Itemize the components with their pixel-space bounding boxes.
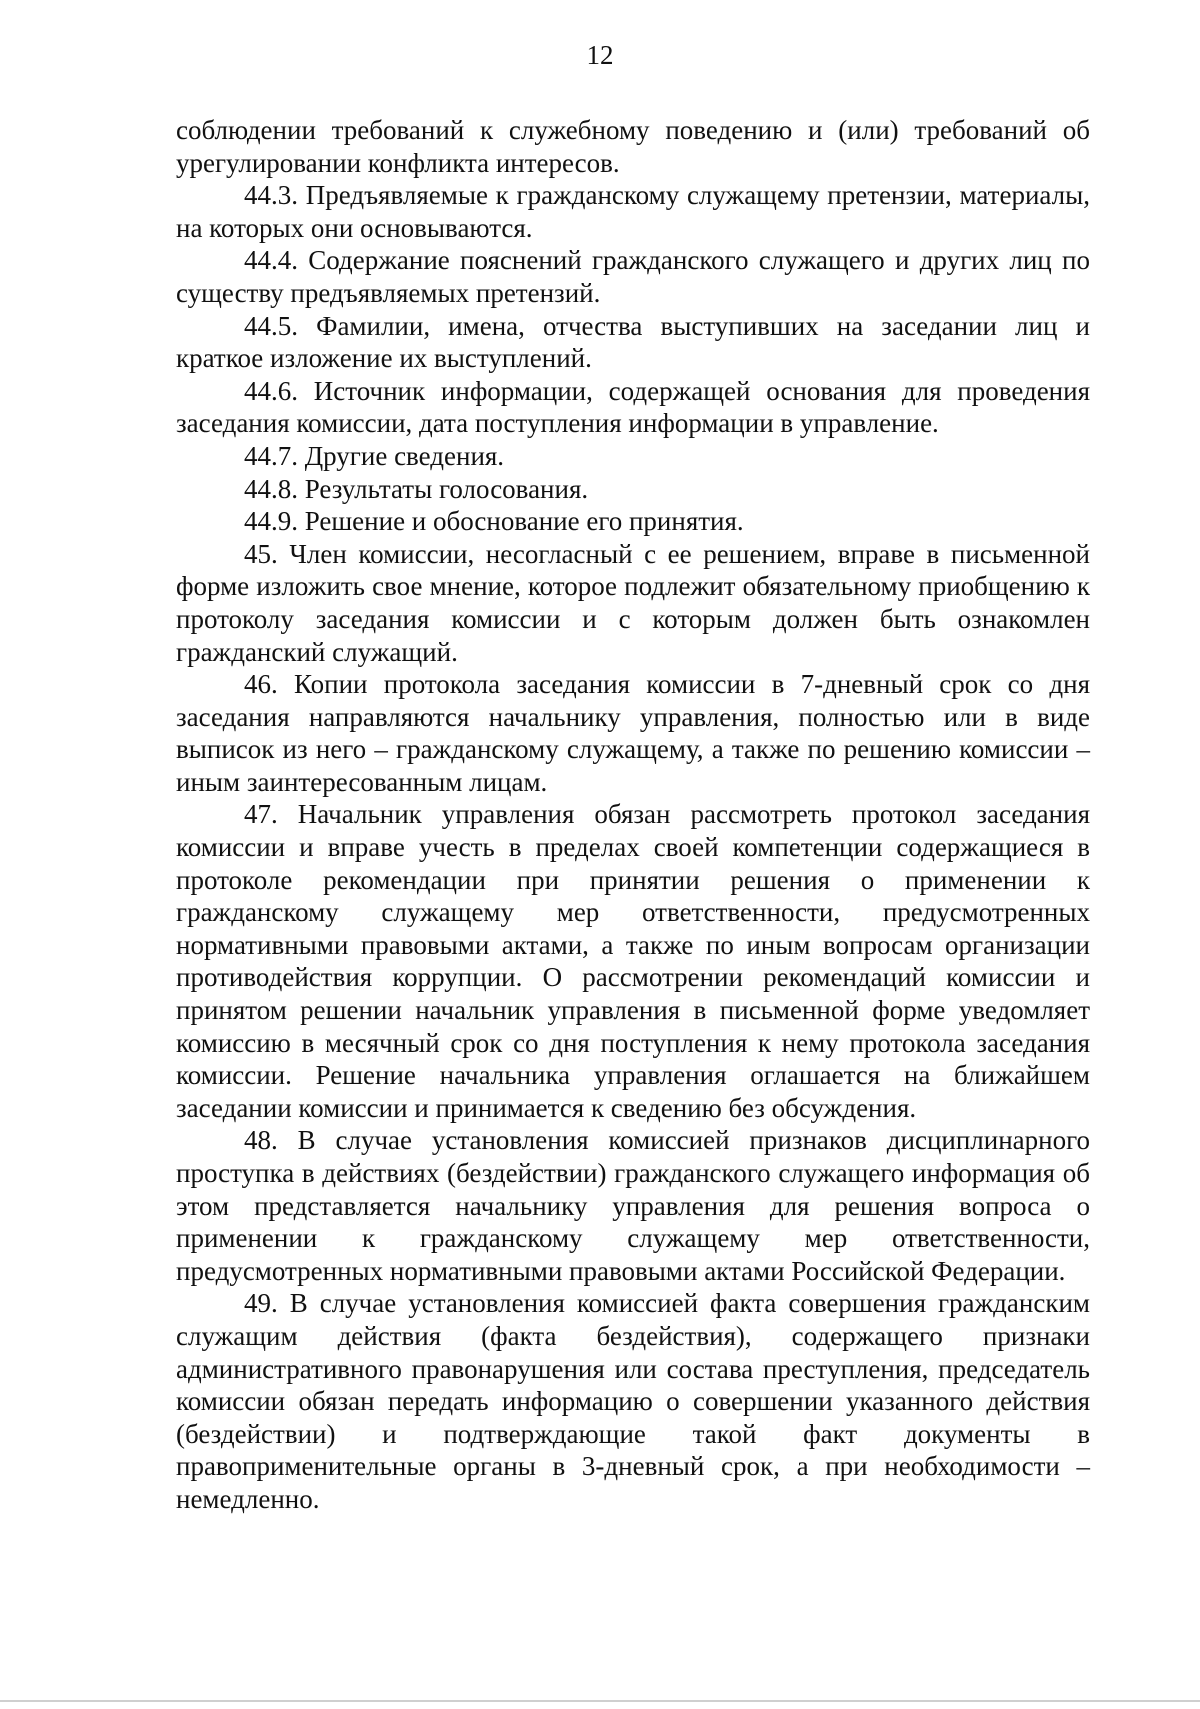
paragraph-46: 46. Копии протокола заседания комиссии в 7-дневный срок со дня заседания направляются начальнику управления, полностью или в виде выписок из него – гражданскому служащему, а также по решению комиссии – иным заинтересованным лицам. [176, 669, 1090, 797]
paragraph-44-5: 44.5. Фамилии, имена, отчества выступивших на заседании лиц и краткое изложение их выступлений. [176, 310, 1090, 374]
paragraph-continuation: соблюдении требований к служебному поведению и (или) требований об урегулировании конфликта интересов. [176, 115, 1090, 178]
paragraph-44-9: 44.9. Решение и обоснование его принятия. [244, 506, 744, 537]
paragraph-44-4: 44.4. Содержание пояснений гражданского служащего и других лиц по существу предъявляемых претензий. [176, 245, 1090, 308]
paragraph-49: 49. В случае установления комиссией факта совершения гражданским служащим действия (факта бездействия), содержащего признаки административного правонарушения или состава преступления, председатель комиссии обязан передать информацию о совершении указанного действия (бездействии) и подтверждающие такой факт документы в правоприменительные органы в 3-дневный срок, а при необходимости – немедленно. [176, 1288, 1090, 1514]
paragraph-44-7: 44.7. Другие сведения. [244, 440, 505, 471]
paragraph-48: 48. В случае установления комиссией признаков дисциплинарного проступка в действиях (бездействии) гражданского служащего информация об этом представляется начальнику управления для решения вопроса о применении к гражданскому служащему мер ответственности, предусмотренных нормативными правовыми актами Российской Федерации. [176, 1125, 1090, 1286]
paragraph-44-3: 44.3. Предъявляемые к гражданскому служащему претензии, материалы, на которых они основываются. [176, 180, 1090, 243]
paragraph-44-8: 44.8. Результаты голосования. [244, 473, 589, 504]
scan-bottom-edge [0, 1700, 1200, 1702]
page-number: 12 [586, 40, 614, 70]
document-body [176, 114, 1090, 1516]
paragraph-44-6: 44.6. Источник информации, содержащей основания для проведения заседания комиссии, дата поступления информации в управление. [176, 375, 1090, 439]
paragraph-45: 45. Член комиссии, несогласный с ее решением, вправе в письменной форме изложить свое мнение, которое подлежит обязательному приобщению к протоколу заседания комиссии и с которым должен быть ознакомлен гражданский служащий. [176, 538, 1090, 667]
paragraph-47: 47. Начальник управления обязан рассмотреть протокол заседания комиссии и вправе учесть в пределах своей компетенции содержащиеся в протоколе рекомендации при принятии решения о применении к гражданскому служащему мер ответственности, предусмотренных нормативными правовыми актами, а также по иным вопросам организации противодействия коррупции. О рассмотрении рекомендаций комиссии и принятом решении начальник управления в письменной форме уведомляет комиссию в месячный срок со дня поступления к нему протокола заседания комиссии. Решение начальника управления оглашается на ближайшем заседании комиссии и принимается к сведению без обсуждения. [176, 799, 1090, 1123]
